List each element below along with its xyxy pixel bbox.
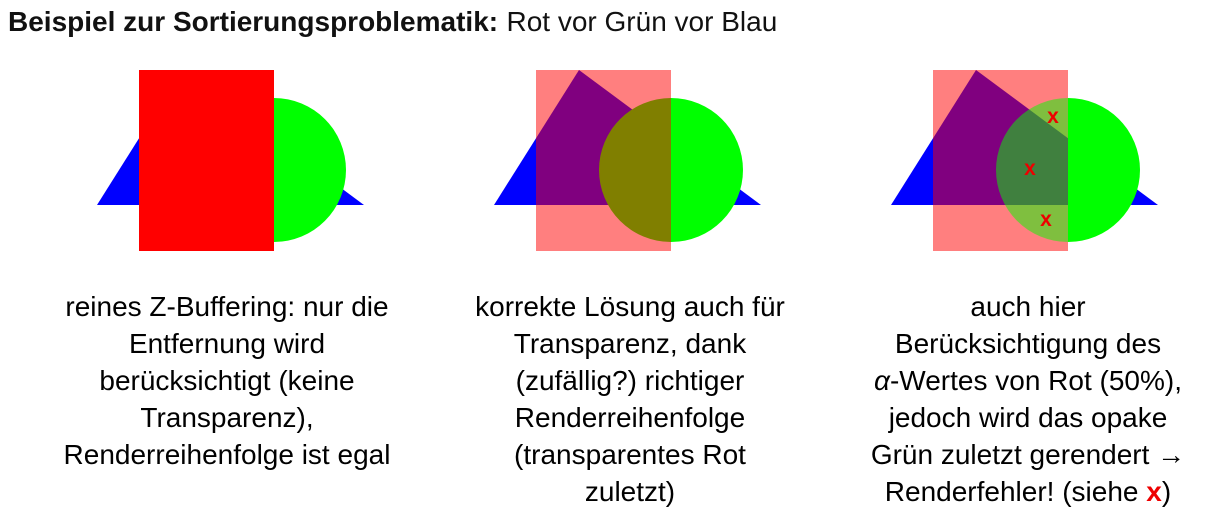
caption-line: reines Z-Buffering: nur die <box>65 291 389 322</box>
caption-line: Transparenz, dank <box>513 328 747 359</box>
last-line-prefix: Renderfehler! (siehe <box>884 476 1147 507</box>
error-x-reference: x <box>1146 476 1162 507</box>
figure-render-error <box>794 60 1194 255</box>
caption-line: Berücksichtigung des <box>894 328 1162 359</box>
page-title <box>8 6 777 38</box>
title-regular-part: Rot vor Grün vor Blau <box>506 6 778 37</box>
caption-line: jedoch wird das opake <box>888 402 1168 433</box>
caption-line: Renderreihenfolge <box>514 402 746 433</box>
caption-line: (zufällig?) richtiger <box>515 365 745 396</box>
caption-line: Entfernung wird <box>128 328 326 359</box>
caption-line: (transparentes Rot <box>514 439 746 470</box>
caption-line: zuletzt) <box>584 476 676 507</box>
title-bold-part: Beispiel zur Sortierungsproblematik: <box>8 6 499 37</box>
figure-correct-order <box>397 60 797 255</box>
caption-correct-order <box>430 288 830 510</box>
alpha-symbol: α <box>874 365 890 396</box>
red-rectangle-transparent <box>536 70 671 251</box>
red-rectangle <box>139 70 274 251</box>
error-x-mark-top: x <box>1047 105 1059 128</box>
error-x-mark-middle: x <box>1024 157 1036 180</box>
caption-line: korrekte Lösung auch für <box>475 291 785 322</box>
error-x-mark-bottom: x <box>1040 208 1052 231</box>
caption-line-alpha-rest: -Wertes von Rot (50%), <box>889 365 1182 396</box>
figure-z-buffering <box>0 60 400 255</box>
caption-line: Transparenz), <box>140 402 314 433</box>
last-line-suffix: ) <box>1161 476 1172 507</box>
caption-line-alpha <box>828 362 1228 399</box>
caption-render-error <box>828 288 1228 510</box>
caption-z-buffering <box>27 288 427 473</box>
caption-line: auch hier <box>970 291 1086 322</box>
caption-line: berücksichtigt (keine <box>99 365 355 396</box>
caption-line-renderfehler <box>828 473 1228 510</box>
caption-line: Renderreihenfolge ist egal <box>63 439 391 470</box>
caption-line: Grün zuletzt gerendert → <box>870 439 1186 470</box>
